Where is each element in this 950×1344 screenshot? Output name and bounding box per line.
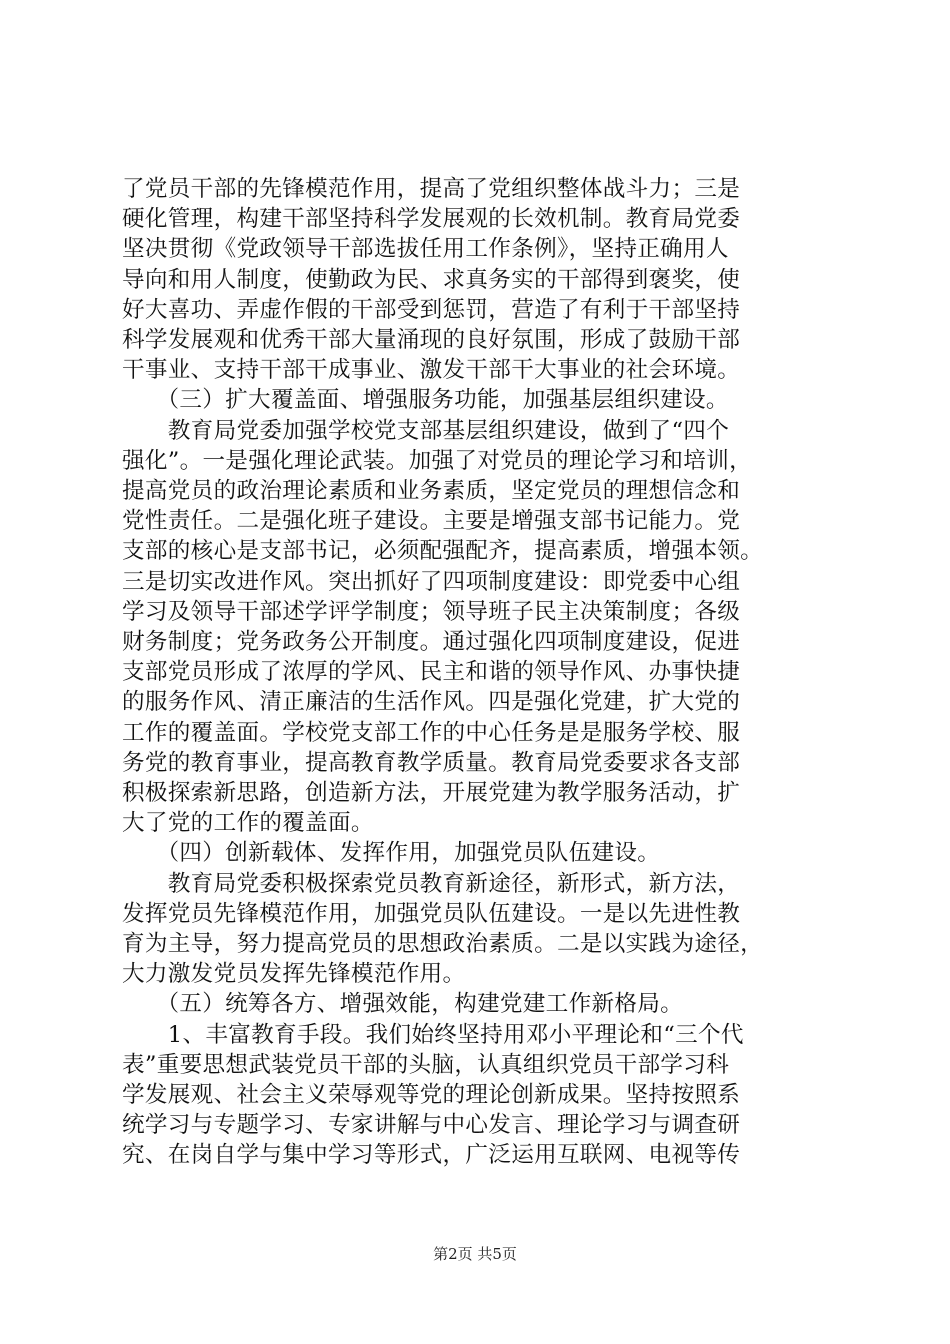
text-line: 支部的核心是支部书记，必须配强配齐，提高素质，增强本领。 bbox=[122, 538, 764, 565]
text-line: 导向和用人制度，使勤政为民、求真务实的干部得到褒奖，使 bbox=[122, 266, 741, 293]
text-line: 积极探索新思路，创造新方法，开展党建为教学服务活动，扩 bbox=[122, 780, 741, 806]
text-line: 了党员干部的先锋模范作用，提高了党组织整体战斗力；三是 bbox=[122, 176, 741, 202]
section-heading: （三）扩大覆盖面、增强服务功能，加强基层组织建设。 bbox=[122, 387, 729, 414]
text-line: 教育局党委积极探索党员教育新途径，新形式，新方法， bbox=[122, 870, 741, 897]
text-line: 支部党员形成了浓厚的学风、民主和谐的领导作风、办事快捷 bbox=[122, 659, 741, 686]
text-line: 科学发展观和优秀干部大量涌现的良好氛围，形成了鼓励干部 bbox=[122, 327, 741, 353]
text-line: 育为主导，努力提高党员的思想政治素质。二是以实践为途径， bbox=[122, 931, 764, 957]
text-line: 务党的教育事业，提高教育教学质量。教育局党委要求各支部 bbox=[122, 749, 741, 776]
text-line: 党性责任。二是强化班子建设。主要是增强支部书记能力。党 bbox=[122, 508, 741, 535]
text-line: 工作的覆盖面。学校党支部工作的中心任务是是服务学校、服 bbox=[122, 719, 741, 746]
text-line: 表”重要思想武装党员干部的头脑，认真组织党员干部学习科 bbox=[122, 1051, 730, 1078]
text-line: 好大喜功、弄虚作假的干部受到惩罚，营造了有利于干部坚持 bbox=[122, 296, 741, 323]
text-line: 硬化管理，构建干部坚持科学发展观的长效机制。教育局党委 bbox=[122, 206, 741, 233]
text-line: 干事业、支持干部干成事业、激发干部干大事业的社会环境。 bbox=[122, 357, 741, 384]
text-line: 大力激发党员发挥先锋模范作用。 bbox=[122, 961, 466, 988]
text-line: 坚决贯彻《党政领导干部选拔任用工作条例》，坚持正确用人 bbox=[122, 236, 729, 263]
text-line: 三是切实改进作风。突出抓好了四项制度建设：即党委中心组 bbox=[122, 568, 741, 595]
section-heading: （四）创新载体、发挥作用，加强党员队伍建设。 bbox=[122, 840, 661, 867]
text-line: 统学习与专题学习、专家讲解与中心发言、理论学习与调查研 bbox=[122, 1112, 741, 1139]
text-line: 究、在岗自学与集中学习等形式，广泛运用互联网、电视等传 bbox=[122, 1142, 741, 1169]
text-line: 教育局党委加强学校党支部基层组织建设，做到了“四个 bbox=[122, 417, 730, 444]
text-line: 学发展观、社会主义荣辱观等党的理论创新成果。坚持按照系 bbox=[122, 1082, 741, 1108]
section-heading: （五）统筹各方、增强效能，构建党建工作新格局。 bbox=[122, 991, 684, 1018]
text-line: 的服务作风、清正廉洁的生活作风。四是强化党建，扩大党的 bbox=[122, 689, 741, 716]
text-line: 财务制度；党务政务公开制度。通过强化四项制度建设，促进 bbox=[122, 629, 741, 655]
text-line: 发挥党员先锋模范作用，加强党员队伍建设。一是以先进性教 bbox=[122, 900, 741, 927]
text-line: 提高党员的政治理论素质和业务素质，坚定党员的理想信念和 bbox=[122, 478, 741, 504]
text-line: 1、丰富教育手段。我们始终坚持用邓小平理论和“三个代 bbox=[122, 1021, 744, 1048]
text-line: 强化”。一是强化理论武装。加强了对党员的理论学习和培训， bbox=[122, 447, 752, 474]
page-footer: 第2页 共5页 bbox=[433, 1245, 517, 1263]
text-line: 大了党的工作的覆盖面。 bbox=[122, 810, 374, 837]
text-line: 学习及领导干部述学评学制度；领导班子民主决策制度；各级 bbox=[122, 598, 741, 625]
